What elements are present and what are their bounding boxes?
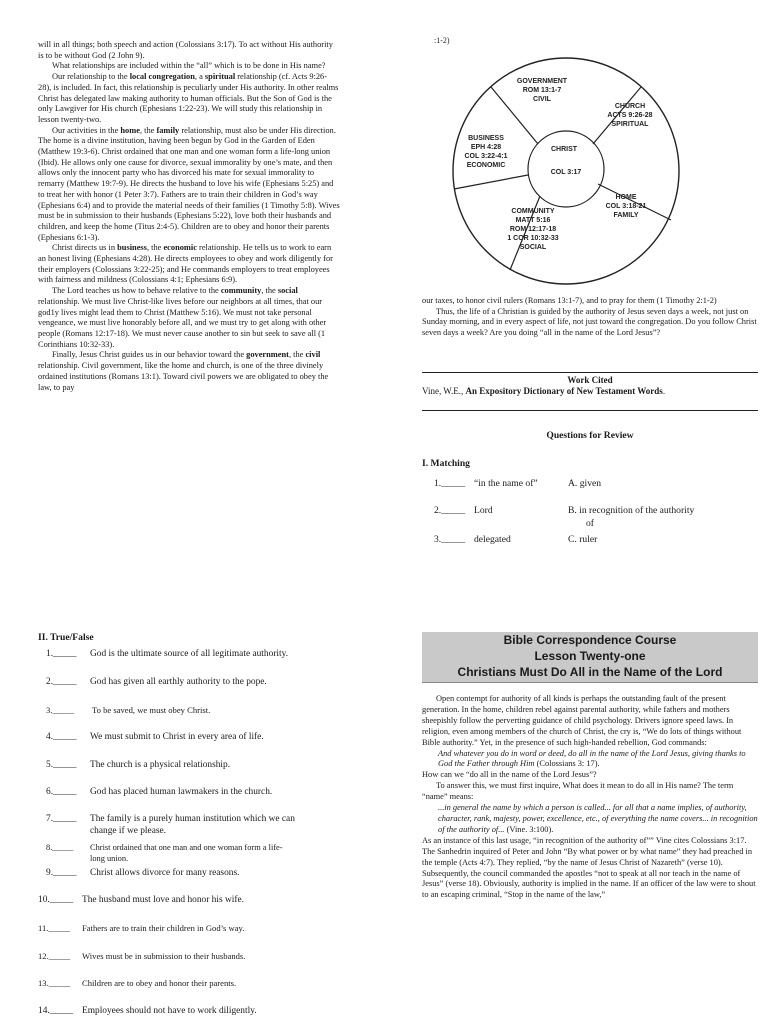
tf-item: 10._____ The husband must love and honor his wife. — [38, 895, 244, 905]
divider — [422, 372, 758, 373]
paragraph: our taxes, to honor civil rulers (Romans 13:1-7), and to pray for them (1 Timothy 2:1-2) — [422, 296, 717, 305]
matching-blank[interactable]: 1._____ — [434, 478, 466, 489]
paragraph: The Lord teaches us how to behave relative to the community, the social relationship. We must live Christ-like lives before our neighbors at all times, that our god1y lives might lead them to Christ (Matthew 5:16). We must not take personal vengeance, we must live honorably before all, and we must try to get along with other people (Romans 12:17-18). We must never cause another to sin but seek to save all (1 Corinthians 10:32-33). — [38, 286, 327, 349]
paragraph: How can we “do all in the name of the Lord Jesus”? — [422, 770, 597, 780]
lesson-number: Lesson Twenty-one — [534, 649, 646, 663]
paragraph: Open contempt for authority of all kinds is perhaps the outstanding fault of the present generation. In the home, children rebel against parental authority, while fathers and mothers sheepishly follow the perverting guidance of child psychology. Drivers ignore speed laws. In religion, even among members of the church of Christ, the cry is, “We do lots of things without Bible authority.” Yet, in the presence of such high-handed rebellion, God commands: — [422, 694, 742, 747]
government-label — [517, 78, 568, 103]
matching-row: 3._____ delegated C. ruler — [434, 534, 598, 545]
svg-text:COL 3:22-4:1: COL 3:22-4:1 — [464, 153, 508, 160]
svg-text:ACTS 9:26-28: ACTS 9:26-28 — [607, 112, 653, 119]
tf-item: 4._____ We must submit to Christ in every area of life. — [46, 732, 264, 742]
work-cited-entry: Vine, W.E., An Expository Dictionary of New Testament Words. — [422, 385, 666, 396]
business-label — [464, 135, 507, 169]
left-column-text — [38, 40, 340, 393]
svg-text:SPIRITUAL: SPIRITUAL — [611, 121, 649, 128]
course-title: Bible Correspondence Course — [503, 633, 677, 647]
spoke-line — [454, 175, 528, 189]
svg-text:CHRIST: CHRIST — [550, 146, 578, 153]
svg-text:FAMILY: FAMILY — [613, 212, 639, 219]
true-false-title: II. True/False — [38, 632, 94, 643]
matching-blank[interactable]: 2._____ — [434, 505, 466, 516]
svg-text:COL 3:17: COL 3:17 — [550, 169, 582, 176]
tf-item: 2._____ God has given all earthly authority to the pope. — [46, 677, 267, 687]
lesson-header-banner — [422, 632, 758, 683]
relationships-circle-diagram — [434, 36, 702, 288]
work-cited — [422, 375, 758, 396]
paragraph: Our activities in the home, the family relationship, must also be under His direction. The home is a divine institution, having been begun by God in the Garden of Eden (Matthew 19:3-6). Christ ordained that one man and one woman form a life-long union (Ibid). He allows only one cause for divorce, sexual immorality by one’s mate, and then allows only the innocent party who has divorced his mate for sexual immorality to remarry (Matthew 19:7-9). He directs the husband to love his wife (Ephesians 5:25) and to treat her with honor (1 Peter 3:7). Fathers are to train their children in God’s way (Ephesians 6:4) and to provide the material needs of their families (1 Timothy 5:8). Wives must be in submission to their husbands (Ephesians 5:22), love both their husbands and children, and keep the home (Titus 2:4-5). Children are to obey and honor their parents (Ephesians 6:1-3). — [38, 125, 340, 242]
matching-row: 2._____ Lord B. in recognition of the authority of — [434, 505, 695, 529]
diagram-top-fragment: :1-2) — [434, 36, 450, 45]
divider — [422, 410, 758, 411]
paragraph: What relationships are included within the “all” which is to be done in His name? — [52, 61, 326, 71]
paragraph: To answer this, we must first inquire, What does it mean to do all in His name? The term “name” means: — [422, 781, 734, 802]
matching-title: I. Matching — [422, 458, 470, 469]
svg-text:BUSINESS: BUSINESS — [468, 135, 504, 142]
paragraph: Finally, Jesus Christ guides us in our behavior toward the government, the civil relationship. Civil government, like the home and church, is one of the three divinely ordained institutions (Romans 13:1). Toward civil powers we are obligated to obey the law, to pay — [38, 350, 329, 392]
definition-quote: ...in general the name by which a person is called... for all that a name implies, of authority, character, rank, majesty, power, excellence, etc., of everything the name covers... in recognition of the authority of... (Vine. 3:100). — [438, 803, 758, 834]
tf-item: 5._____ The church is a physical relationship. — [46, 760, 231, 770]
svg-text:CHURCH: CHURCH — [614, 103, 646, 110]
paragraph: Thus, the life of a Christian is guided by the authority of Jesus seven days a week, not just on Sunday morning, and in every aspect of life, not just toward the congregation. Do you follow Christ seven days a week? Are you doing “all in the name of the Lord Jesus”? — [422, 306, 757, 338]
lesson-title: Christians Must Do All in the Name of the Lord — [457, 665, 723, 679]
paragraph: will in all things; both speech and action (Colossians 3:17). To act without His authority is to be without God (2 John 9). — [38, 40, 333, 60]
review-title: Questions for Review — [546, 430, 634, 441]
work-cited-title: Work Cited — [567, 375, 613, 385]
svg-text:ROM 12:17-18: ROM 12:17-18 — [509, 226, 557, 233]
svg-text:SOCIAL: SOCIAL — [519, 244, 547, 251]
tf-item: 13._____ Children are to obey and honor their parents. — [38, 978, 237, 988]
christ-center-label — [551, 146, 582, 176]
home-label — [606, 194, 647, 219]
svg-text:COL 3:18-21: COL 3:18-21 — [605, 203, 647, 210]
svg-text:HOME: HOME — [615, 194, 637, 201]
svg-text:GOVERNMENT: GOVERNMENT — [516, 78, 568, 85]
tf-item: 8._____ Christ ordained that one man and one woman form a life- long union. — [46, 843, 283, 863]
tf-item: 11._____ Fathers are to train their children in God’s way. — [38, 923, 245, 933]
tf-item: 9._____ Christ allows divorce for many reasons. — [46, 868, 240, 878]
tf-item: 12._____ Wives must be in submission to their husbands. — [38, 951, 246, 961]
tf-item: 14._____ Employees should not have to work diligently. — [38, 1006, 257, 1016]
right-column-text — [422, 296, 758, 339]
tf-item: 6._____ God has placed human lawmakers in the church. — [46, 787, 273, 797]
tf-item: 1._____ God is the ultimate source of all legitimate authority. — [46, 649, 289, 659]
scripture-quote: And whatever you do in word or deed, do all in the name of the Lord Jesus, giving thanks to God the Father through Him (Colossians 3: 17). — [438, 748, 746, 769]
svg-text:1 COR 10:32-33: 1 COR 10:32-33 — [507, 235, 559, 242]
community-label — [507, 208, 558, 251]
tf-item: 7._____ The family is a purely human institution which we can change if we please. — [46, 814, 295, 836]
svg-text:ROM 13:1-7: ROM 13:1-7 — [522, 87, 562, 94]
lesson-body-text — [422, 694, 758, 901]
svg-text:EPH 4:28: EPH 4:28 — [470, 144, 502, 151]
svg-text:CIVIL: CIVIL — [533, 96, 551, 103]
paragraph: Our relationship to the local congregation, a spiritual relationship (cf. Acts 9:26-28), is included. In fact, this relationship is peculiarly under His authority. In other realms Christ has delegated law making authority to human officials. But the Son of God is the only Lawgiver for His church (Ephesians 1:22-23). We will study this relationship in lesson twenty-two. — [38, 72, 339, 124]
matching-blank[interactable]: 3._____ — [434, 534, 466, 545]
matching-row: 1._____ “in the name of” A. given — [434, 478, 602, 489]
church-label — [607, 103, 652, 128]
svg-text:MATT 5:16: MATT 5:16 — [515, 217, 551, 224]
tf-item: 3._____ To be saved, we must obey Christ. — [46, 705, 211, 715]
svg-text:ECONOMIC: ECONOMIC — [466, 162, 506, 169]
paragraph: Christ directs us in business, the economic relationship. He tells us to work to earn an honest living (Ephesians 4:28). He directs employees to obey and work diligently for their employers (Colossians 3:22-25); and He commands employers to treat employees with fairness and mildness (Colossians 4:1; Ephesians 6:9). — [38, 243, 333, 285]
paragraph: As an instance of this last usage, “in recognition of the authority of”” Vine cites Colossians 3:17. The Sanhedrin inquired of Peter and John “By what power or by what name” they had preached in the temple (Acts 4:7). They replied, “by the name of Jesus Christ of Nazareth” (verse 10). Subsequently, the council commanded the apostles “not to speak at all nor teach in the name of Jesus” (verse 18). Obviously, authority is implied in the name. If an officer of the law were to shout to an escaping criminal, “Stop in the name of the law,” — [422, 835, 756, 900]
svg-text:COMMUNITY: COMMUNITY — [511, 208, 555, 215]
